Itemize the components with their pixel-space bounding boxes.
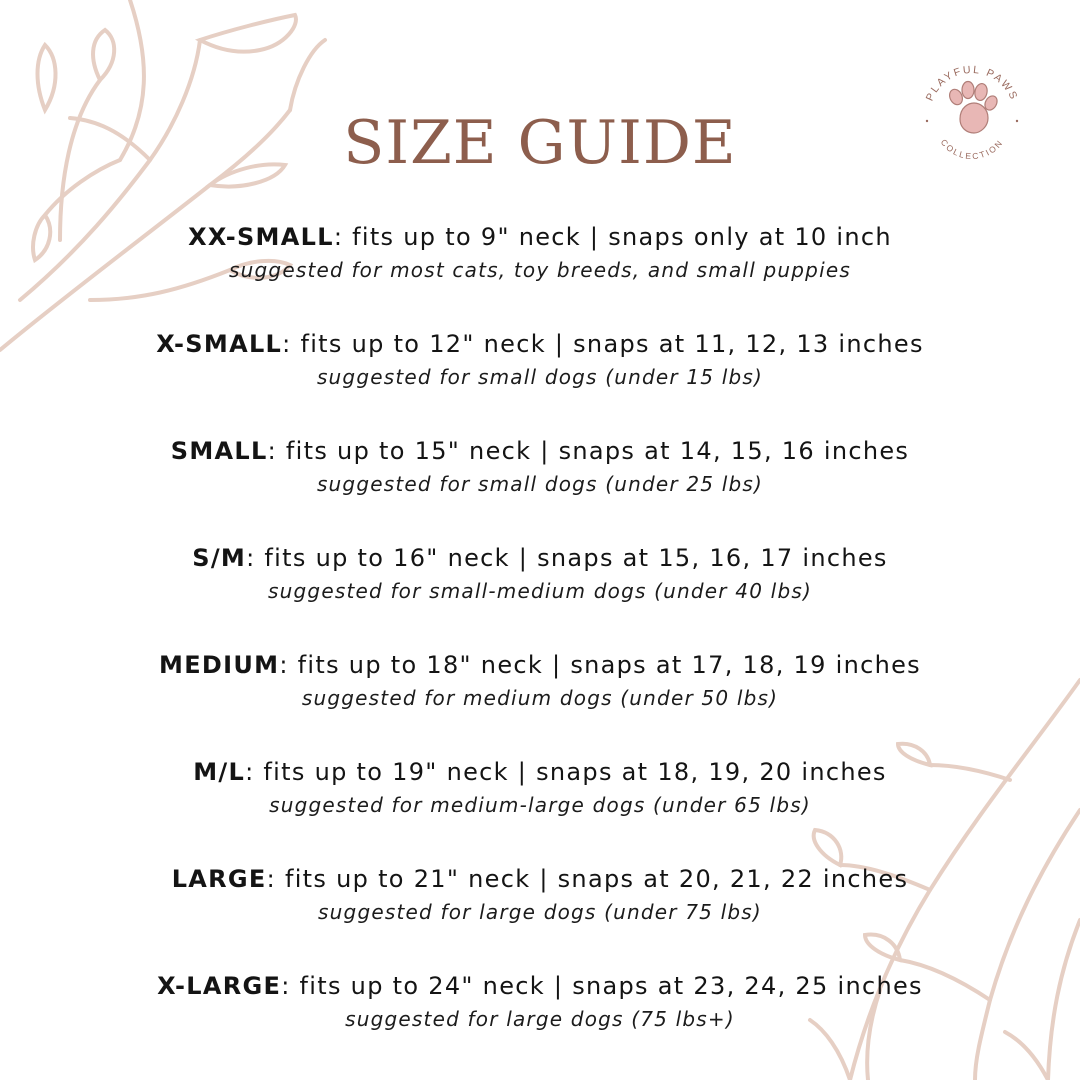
size-name: LARGE [171, 865, 267, 893]
size-name: SMALL [170, 437, 268, 465]
size-suggestion: suggested for small-medium dogs (under 40 lbs) [268, 579, 812, 603]
size-suggestion: suggested for large dogs (under 75 lbs) [318, 900, 762, 924]
size-name: S/M [192, 544, 247, 572]
size-name: M/L [193, 758, 246, 786]
size-detail: : fits up to 21" neck | snaps at 20, 21, 22 inches [266, 865, 909, 893]
size-entry-x-small [0, 329, 1080, 392]
size-entry-m-l [0, 757, 1080, 820]
logo-top-text: PLAYFUL PAWS [923, 63, 1021, 103]
size-detail: : fits up to 12" neck | snaps at 11, 12, 13 inches [282, 330, 924, 358]
size-entry-xx-small [0, 222, 1080, 285]
size-name: X-SMALL [156, 330, 283, 358]
size-suggestion: suggested for large dogs (75 lbs+) [345, 1007, 735, 1031]
size-name: XX-SMALL [188, 223, 334, 251]
size-entry-small [0, 436, 1080, 499]
size-entry-s-m [0, 543, 1080, 606]
size-name: X-LARGE [157, 972, 282, 1000]
size-suggestion: suggested for medium dogs (under 50 lbs) [301, 686, 779, 710]
size-detail: : fits up to 19" neck | snaps at 18, 19, 20 inches [245, 758, 887, 786]
size-detail: : fits up to 15" neck | snaps at 14, 15, 16 inches [267, 437, 910, 465]
branch-decoration-top-left [0, 0, 330, 360]
size-entry-x-large [0, 971, 1080, 1034]
logo-bottom-text: COLLECTION [938, 137, 1006, 162]
size-suggestion: suggested for most cats, toy breeds, and small puppies [229, 258, 851, 282]
size-detail: : fits up to 9" neck | snaps only at 10 inch [333, 223, 892, 251]
size-name: MEDIUM [159, 651, 280, 679]
size-suggestion: suggested for small dogs (under 15 lbs) [316, 365, 764, 389]
page-title: SIZE GUIDE [343, 108, 737, 178]
size-detail: : fits up to 24" neck | snaps at 23, 24, 25 inches [281, 972, 923, 1000]
size-suggestion: suggested for small dogs (under 25 lbs) [316, 472, 764, 496]
size-suggestion: suggested for medium-large dogs (under 65 lbs) [269, 793, 811, 817]
size-entry-medium [0, 650, 1080, 713]
size-detail: : fits up to 18" neck | snaps at 17, 18, 19 inches [279, 651, 921, 679]
size-entry-large [0, 864, 1080, 927]
size-detail: : fits up to 16" neck | snaps at 15, 16, 17 inches [246, 544, 888, 572]
